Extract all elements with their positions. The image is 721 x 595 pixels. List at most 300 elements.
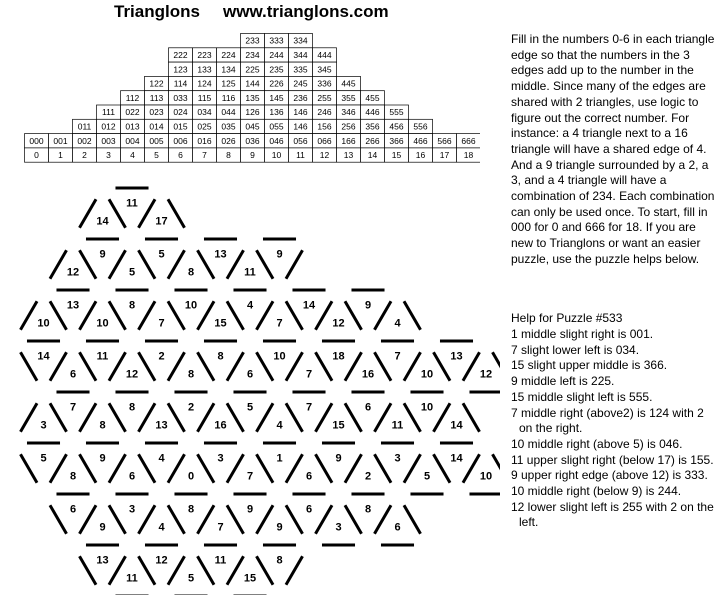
triangle-down-number: 7 (69, 401, 77, 414)
reference-cell-text: 266 (365, 135, 380, 146)
triangle-edge (433, 352, 450, 381)
triangle-edge (286, 505, 303, 534)
reference-cell-text: 455 (365, 92, 380, 103)
triangle-down-number: 9 (246, 503, 254, 516)
reference-cell-text: 456 (389, 121, 404, 132)
reference-cell-text: 245 (293, 78, 308, 89)
reference-cell-text: 344 (293, 49, 308, 60)
triangle-up-number: 10 (96, 317, 109, 330)
triangle-edge (286, 352, 303, 381)
reference-cell-text: 046 (269, 135, 284, 146)
reference-cell-text: 7 (202, 150, 207, 161)
triangle-edge (197, 454, 214, 483)
reference-cell-text: 013 (125, 121, 140, 132)
reference-cell-text: 224 (221, 49, 236, 60)
triangle-up-number: 16 (214, 419, 227, 432)
reference-cell-text: 16 (415, 150, 426, 161)
reference-cell-text: 015 (173, 121, 188, 132)
reference-cell-text: 226 (269, 78, 284, 89)
triangle-edge (197, 301, 214, 330)
triangle-down-number: 3 (394, 452, 401, 465)
reference-cell-text: 045 (245, 121, 260, 132)
triangle-edge (109, 250, 126, 279)
triangle-down-number: 1 (276, 452, 283, 465)
triangle-down-number: 2 (187, 401, 195, 414)
reference-cell-text: 15 (391, 150, 402, 161)
triangle-edge (286, 301, 303, 330)
triangle-up-number: 4 (158, 521, 165, 534)
reference-row (25, 134, 481, 148)
help-item: 12 lower slight left is 255 with 2 on the left. (511, 499, 714, 530)
reference-cell-text: 002 (77, 135, 92, 146)
reference-cell-text: 123 (173, 64, 188, 75)
triangle-up-number: 5 (187, 572, 195, 585)
triangle-down-number: 14 (450, 452, 463, 465)
triangle-edge (433, 403, 450, 432)
triangle-edge (463, 454, 480, 483)
reference-cell-text: 6 (178, 150, 183, 161)
reference-cell-text: 011 (77, 121, 92, 132)
triangle-down-number: 10 (184, 299, 198, 312)
triangle-edge (168, 556, 185, 585)
reference-cell-text: 025 (197, 121, 212, 132)
reference-cell-text: 17 (439, 150, 450, 161)
triangle-edge (374, 301, 391, 330)
reference-cell-text: 12 (319, 150, 330, 161)
triangle-down-number: 14 (37, 350, 50, 363)
reference-cell-text: 222 (173, 49, 188, 60)
triangle-edge (50, 454, 67, 483)
triangle-down-number: 11 (126, 197, 138, 210)
reference-cell-text: 345 (317, 64, 332, 75)
triangle-up-number: 8 (69, 470, 77, 483)
triangle-edge (20, 403, 37, 432)
help-item: 15 slight upper middle is 366. (511, 358, 668, 373)
triangle-edge (374, 403, 391, 432)
triangle-edge (79, 301, 96, 330)
triangle-down-number: 9 (99, 452, 106, 465)
triangle-edge (374, 505, 391, 534)
reference-cell-text: 134 (221, 64, 236, 75)
reference-cell-text: 5 (154, 150, 159, 161)
triangle-edge (315, 352, 332, 381)
help-item: 11 upper slight right (below 17) is 155. (511, 452, 714, 467)
reference-cell-text: 112 (125, 92, 140, 103)
triangle-down-number: 13 (450, 350, 463, 363)
reference-cell-text: 113 (149, 92, 164, 103)
reference-cell-text: 444 (317, 49, 332, 60)
triangle-edge (20, 352, 37, 381)
reference-cell-text: 000 (29, 135, 44, 146)
triangle-up-number: 7 (246, 470, 254, 483)
triangle-down-number: 3 (128, 503, 136, 516)
reference-cell-text: 012 (101, 121, 116, 132)
help-item: 1 middle slight right is 001. (511, 327, 654, 341)
triangle-edge (50, 403, 67, 432)
triangle-up-number: 8 (187, 266, 195, 279)
reference-cell-text: 335 (293, 64, 308, 75)
reference-cell-text: 366 (389, 135, 404, 146)
triangle-down-number: 7 (305, 401, 313, 414)
reference-cell-text: 466 (413, 135, 428, 146)
reference-row (97, 105, 409, 119)
reference-cell-text: 256 (341, 121, 356, 132)
triangle-edge (315, 403, 332, 432)
triangle-edge (374, 352, 391, 381)
reference-cell-text: 333 (269, 35, 284, 46)
triangle-down-number: 13 (66, 299, 80, 312)
reference-cell-text: 0 (34, 150, 39, 161)
triangle-down-number: 6 (69, 503, 77, 516)
triangle-edge (79, 250, 96, 279)
triangle-edge (345, 403, 362, 432)
reference-cell-text: 023 (149, 107, 164, 118)
reference-cell-text: 126 (245, 107, 260, 118)
triangle-edge (315, 454, 332, 483)
triangle-up-number: 11 (391, 419, 404, 432)
triangle-edge (286, 454, 303, 483)
triangle-edge (315, 505, 332, 534)
triangle-up-number: 9 (276, 521, 283, 534)
triangle-edge (256, 454, 273, 483)
triangle-edge (79, 403, 96, 432)
reference-cell-text: 016 (197, 135, 212, 146)
triangle-up-number: 6 (305, 470, 313, 483)
reference-cell-text: 144 (245, 78, 260, 89)
reference-cell-text: 114 (173, 78, 188, 89)
triangle-edge (168, 505, 185, 534)
triangle-up-number: 17 (155, 215, 168, 228)
triangle-up-number: 6 (69, 368, 77, 381)
reference-cell-text: 336 (317, 78, 332, 89)
triangle-edge (463, 403, 480, 432)
triangle-down-number: 5 (158, 248, 165, 261)
triangle-up-number: 2 (364, 470, 372, 483)
triangle-edge (79, 199, 96, 228)
reference-cell-text: 255 (317, 92, 332, 103)
help-item: 7 middle right (above2) is 124 with 2 on the right. (511, 405, 704, 436)
reference-cell-text: 14 (367, 150, 378, 161)
triangle-up-number: 7 (305, 368, 313, 381)
reference-cell-text: 8 (226, 150, 231, 161)
reference-cell-text: 233 (245, 35, 260, 46)
reference-row (169, 62, 337, 76)
triangle-edge (463, 352, 480, 381)
triangle-edge (256, 505, 273, 534)
reference-cell-text: 556 (413, 121, 428, 132)
triangle-down-number: 8 (187, 503, 195, 516)
triangle-edge (109, 454, 126, 483)
triangle-down-number: 12 (155, 554, 168, 567)
triangle-up-number: 14 (450, 419, 463, 432)
reference-cell-text: 125 (221, 78, 236, 89)
triangle-edge (138, 505, 155, 534)
triangle-edge (256, 403, 273, 432)
reference-cell-text: 056 (293, 135, 308, 146)
triangle-down-number: 13 (214, 248, 227, 261)
triangle-edge (227, 403, 244, 432)
triangle-down-number: 8 (128, 401, 136, 414)
reference-cell-text: 111 (102, 107, 115, 118)
site-url: www.trianglons.com (223, 2, 389, 21)
triangle-edge (20, 454, 37, 483)
grid-lines (20, 188, 500, 595)
reference-cell-text: 004 (125, 135, 140, 146)
reference-cell-text: 246 (317, 107, 332, 118)
reference-cell-text: 033 (173, 92, 188, 103)
triangle-edge (433, 454, 450, 483)
triangle-edge (50, 505, 67, 534)
triangle-edge (138, 454, 155, 483)
reference-cell-text: 115 (197, 92, 212, 103)
help-title: Help for Puzzle #533 (511, 311, 623, 325)
triangle-edge (227, 454, 244, 483)
reference-cell-text: 044 (221, 107, 236, 118)
triangle-edge (345, 454, 362, 483)
triangle-up-number: 3 (40, 419, 47, 432)
help-item: 9 upper right edge (above 12) is 333. (511, 468, 708, 483)
triangle-down-number: 10 (420, 401, 434, 414)
reference-cell-text: 066 (317, 135, 332, 146)
reference-cell-text: 055 (269, 121, 284, 132)
triangle-edge (168, 352, 185, 381)
trianglon-puzzle-grid (0, 170, 500, 595)
triangle-edge (168, 199, 185, 228)
triangle-edge (286, 250, 303, 279)
triangle-edge (168, 454, 185, 483)
reference-cell-text: 014 (149, 121, 164, 132)
reference-cell-text: 11 (296, 150, 305, 161)
reference-cell-text: 234 (245, 49, 260, 60)
triangle-edge (345, 352, 362, 381)
triangle-down-number: 3 (217, 452, 224, 465)
triangle-edge (197, 403, 214, 432)
triangle-edge (79, 454, 96, 483)
triangle-edge (197, 250, 214, 279)
reference-cell-text: 446 (365, 107, 380, 118)
triangle-down-number: 7 (394, 350, 401, 363)
triangle-edge (404, 454, 421, 483)
reference-cell-text: 003 (101, 135, 116, 146)
reference-cell-text: 445 (341, 78, 356, 89)
triangle-up-number: 9 (99, 521, 106, 534)
triangle-edge (492, 454, 500, 483)
reference-row (145, 76, 361, 90)
triangle-edge (286, 556, 303, 585)
triangle-edge (197, 352, 214, 381)
triangle-edge (168, 301, 185, 330)
triangle-edge (315, 301, 332, 330)
triangle-down-number: 8 (276, 554, 283, 567)
triangle-down-number: 9 (364, 299, 372, 312)
triangle-edge (138, 556, 155, 585)
triangle-edge (404, 505, 421, 534)
triangle-up-number: 15 (332, 419, 345, 432)
triangle-up-number: 12 (125, 368, 139, 381)
triangle-down-number: 11 (214, 554, 227, 567)
triangle-up-number: 5 (423, 470, 431, 483)
triangle-down-number: 13 (96, 554, 109, 567)
reference-cell-text: 225 (245, 64, 260, 75)
reference-cell-text: 001 (53, 135, 68, 146)
triangle-edge (345, 505, 362, 534)
reference-cell-text: 235 (269, 64, 284, 75)
triangle-edge (345, 301, 362, 330)
reference-cell-text: 034 (197, 107, 212, 118)
triangle-edge (374, 454, 391, 483)
reference-cell-text: 006 (173, 135, 188, 146)
reference-cell-text: 555 (389, 107, 404, 118)
triangle-down-number: 9 (276, 248, 283, 261)
triangle-up-number: 4 (394, 317, 401, 330)
help-item: 7 slight lower left is 034. (511, 342, 640, 357)
triangle-edge (227, 505, 244, 534)
triangle-up-number: 16 (361, 368, 375, 381)
reference-cell-text: 566 (437, 135, 452, 146)
help-item: 9 middle left is 225. (511, 374, 615, 389)
triangle-edge (168, 250, 185, 279)
triangle-down-number: 8 (128, 299, 136, 312)
reference-cell-text: 244 (269, 49, 284, 60)
reference-cell-text: 1 (58, 150, 63, 161)
triangle-edge (256, 301, 273, 330)
triangle-up-number: 0 (187, 470, 195, 483)
triangle-up-number: 4 (276, 419, 283, 432)
reference-cell-text: 133 (197, 64, 212, 75)
reference-cell-text: 135 (245, 92, 260, 103)
triangle-edge (492, 352, 500, 381)
triangle-edge (138, 352, 155, 381)
triangle-down-number: 10 (273, 350, 286, 363)
triangle-edge (138, 403, 155, 432)
triangle-edge (227, 556, 244, 585)
reference-cell-text: 026 (221, 135, 236, 146)
triangle-up-number: 5 (128, 266, 136, 279)
triangle-edge (404, 352, 421, 381)
reference-cell-text: 005 (149, 135, 164, 146)
triangle-up-number: 8 (99, 419, 106, 432)
reference-cell-text: 10 (271, 150, 282, 161)
triangle-up-number: 11 (126, 572, 138, 585)
triangle-edge (79, 505, 96, 534)
triangle-edge (109, 505, 126, 534)
triangle-up-number: 12 (332, 317, 345, 330)
triangle-down-number: 18 (332, 350, 345, 363)
triangle-edge (256, 352, 273, 381)
help-list (511, 327, 717, 531)
triangle-edge (197, 556, 214, 585)
reference-cell-text: 2 (82, 150, 87, 161)
reference-row (121, 91, 385, 105)
site-title: Trianglons (114, 2, 200, 21)
triangle-edge (256, 250, 273, 279)
reference-cell-text: 3 (106, 150, 111, 161)
reference-cell-text: 116 (221, 92, 236, 103)
triangle-up-number: 7 (276, 317, 283, 330)
reference-cell-text: 035 (221, 121, 236, 132)
triangle-up-number: 10 (37, 317, 50, 330)
reference-cell-text: 156 (317, 121, 332, 132)
reference-cell-text: 024 (173, 107, 188, 118)
reference-cell-text: 146 (293, 107, 308, 118)
triangle-down-number: 8 (217, 350, 224, 363)
triangle-edge (109, 352, 126, 381)
triangle-edge (79, 556, 96, 585)
triangle-down-number: 4 (158, 452, 165, 465)
triangle-edge (227, 301, 244, 330)
triangle-up-number: 10 (420, 368, 434, 381)
triangle-down-number: 5 (246, 401, 254, 414)
triangle-up-number: 12 (479, 368, 493, 381)
reference-cell-text: 223 (197, 49, 212, 60)
reference-cell-text: 136 (269, 107, 284, 118)
triangle-up-number: 14 (96, 215, 109, 228)
reference-cell-text: 124 (197, 78, 212, 89)
combination-reference-table (24, 33, 480, 166)
reference-cell-text: 666 (461, 135, 476, 146)
triangle-up-number: 7 (217, 521, 224, 534)
reference-cell-text: 146 (293, 121, 308, 132)
triangle-up-number: 8 (187, 368, 195, 381)
triangle-edge (197, 505, 214, 534)
triangle-edge (227, 352, 244, 381)
triangle-up-number: 3 (335, 521, 342, 534)
triangle-edge (79, 352, 96, 381)
triangle-edge (286, 403, 303, 432)
help-item: 10 middle right (below 9) is 244. (511, 484, 682, 499)
triangle-down-number: 2 (158, 350, 165, 363)
help-item: 15 middle slight left is 555. (511, 389, 653, 404)
triangle-down-number: 5 (40, 452, 47, 465)
triangle-down-number: 6 (364, 401, 372, 414)
triangle-down-number: 9 (99, 248, 106, 261)
triangle-edge (20, 301, 37, 330)
triangle-down-number: 9 (335, 452, 342, 465)
reference-cell-text: 356 (365, 121, 380, 132)
reference-cell-text: 166 (341, 135, 356, 146)
triangle-edge (109, 199, 126, 228)
triangle-down-number: 4 (246, 299, 254, 312)
reference-cell-text: 18 (463, 150, 474, 161)
triangle-up-number: 13 (155, 419, 168, 432)
reference-cell-text: 355 (341, 92, 356, 103)
help-item: 10 middle right (above 5) is 046. (511, 436, 683, 451)
triangle-edge (50, 301, 67, 330)
triangle-down-number: 8 (364, 503, 372, 516)
reference-cell-text: 9 (250, 150, 255, 161)
reference-row (241, 34, 313, 48)
triangle-down-number: 6 (305, 503, 313, 516)
reference-cell-text: 334 (293, 35, 308, 46)
reference-cell-text: 4 (130, 150, 135, 161)
triangle-up-number: 6 (394, 521, 401, 534)
triangle-edge (138, 199, 155, 228)
triangle-down-number: 14 (302, 299, 316, 312)
reference-cell-text: 036 (245, 135, 260, 146)
triangle-edge (138, 301, 155, 330)
triangle-edge (109, 301, 126, 330)
triangle-up-number: 15 (214, 317, 227, 330)
triangle-edge (404, 403, 421, 432)
reference-cell-text: 022 (125, 107, 140, 118)
triangle-edge (404, 301, 421, 330)
triangle-edge (227, 250, 244, 279)
triangle-edge (109, 403, 126, 432)
triangle-edge (50, 352, 67, 381)
triangle-up-number: 6 (246, 368, 254, 381)
instructions-text: Fill in the numbers 0-6 in each triangle edge so that the numbers in the 3 edges add up to the number in the middle. Since many of the edges are shared with 2 triangles, use logic to figure out the correct number. For instance: a 4 triangle next to a 16 triangle will have a shared edge of 4. And a 9 triangle surrounded by a 2, a 3, and a 4 triangle will have a combination of 234. Each combination can only be used once. To start, fill in 000 for 0 and 666 for 18. If you are new to Trianglons or want an easier puzzle, use the puzzle helps below. (511, 32, 715, 266)
reference-row (25, 148, 481, 162)
